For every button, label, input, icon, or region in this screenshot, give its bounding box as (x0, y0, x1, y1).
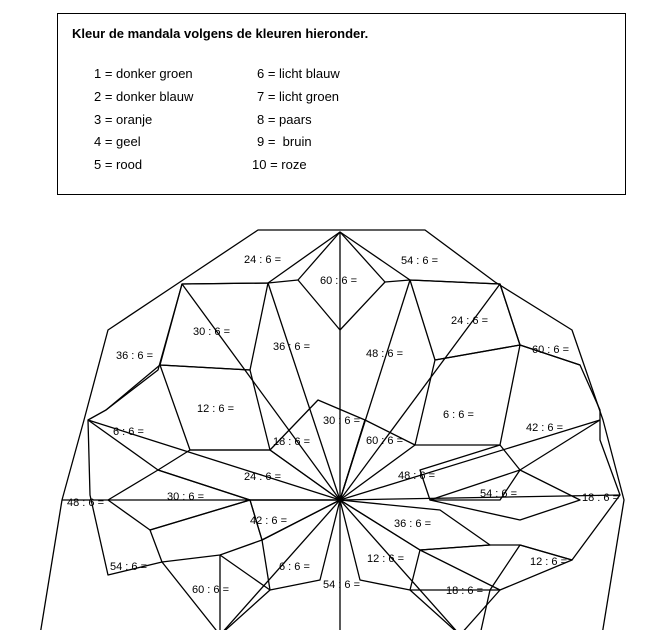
mandala-label: 24 : 6 = (244, 254, 282, 266)
mandala-label: 30 : 6 = (193, 326, 231, 338)
mandala-label: 54 : 6 = (480, 488, 518, 500)
mandala-label: 6 : 6 = (443, 409, 474, 421)
mandala-label: 54 : 6 = (401, 255, 439, 267)
mandala-label: 54 : 6 = (110, 561, 148, 573)
legend-item-10: 10 = roze (252, 157, 307, 172)
mandala-label: 12 : 6 = (530, 556, 568, 568)
legend-item-6: 6 = licht blauw (257, 66, 340, 81)
legend-item-5: 5 = rood (94, 157, 143, 172)
mandala-label: 48 : 6 = (398, 470, 436, 482)
mandala-label: 6 : 6 = (113, 426, 144, 438)
mandala-label: 54 : 6 = (323, 579, 361, 591)
legend-item-3: 3 = oranje (94, 112, 153, 127)
mandala-label: 24 : 6 = (451, 315, 489, 327)
mandala-label: 36 : 6 = (116, 350, 154, 362)
legend-title: Kleur de mandala volgens de kleuren hieronder. (72, 26, 369, 41)
mandala-label: 12 : 6 = (367, 553, 405, 565)
mandala-label: 36 : 6 = (273, 341, 311, 353)
mandala-label: 48 : 6 = (67, 497, 105, 509)
mandala-label: 30 : 6 = (167, 491, 205, 503)
legend-item-9: 9 = bruin (257, 134, 312, 149)
mandala-label: 12 : 6 = (197, 403, 235, 415)
mandala-label: 36 : 6 = (394, 518, 432, 530)
legend-item-2: 2 = donker blauw (94, 89, 194, 104)
mandala-label: 6 : 6 = (279, 561, 310, 573)
mandala-label: 24 : 6 = (244, 471, 282, 483)
legend-item-7: 7 = licht groen (257, 89, 340, 104)
mandala-label: 48 : 6 = (366, 348, 404, 360)
mandala-label: 42 : 6 = (526, 422, 564, 434)
mandala-label: 18 : 6 = (446, 585, 484, 597)
mandala-label: 18 : 6 = (273, 436, 311, 448)
legend-item-4: 4 = geel (94, 134, 141, 149)
mandala-label: 60 : 6 = (366, 435, 404, 447)
mandala-label: 30 : 6 = (323, 415, 361, 427)
mandala-label: 60 : 6 = (532, 344, 570, 356)
mandala-label: 42 : 6 = (250, 515, 288, 527)
mandala-label: 18 : 6 = (582, 492, 620, 504)
legend-item-8: 8 = paars (257, 112, 312, 127)
mandala-label: 60 : 6 = (320, 275, 358, 287)
mandala-label: 60 : 6 = (192, 584, 230, 596)
legend-item-1: 1 = donker groen (94, 66, 193, 81)
